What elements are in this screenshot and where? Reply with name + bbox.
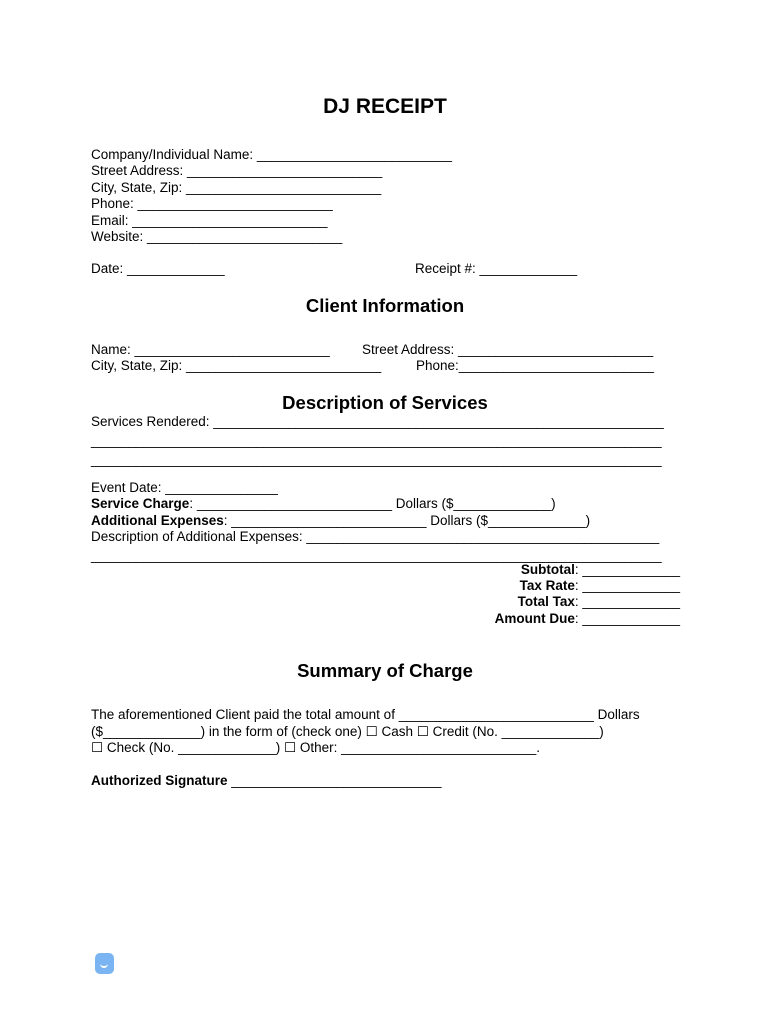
client-street-address-field: Street Address: __________________________ xyxy=(362,342,654,357)
app-logo-icon xyxy=(95,953,114,974)
authorized-signature-label: Authorized Signature xyxy=(91,773,228,788)
services-blank-line: ____________________________________________________________________________ xyxy=(91,433,662,448)
summary-line-3: ☐ Check (No. _____________) ☐ Other: __________________________. xyxy=(91,740,541,755)
client-name-field: Name: __________________________ xyxy=(91,342,330,357)
client-information-heading: Client Information xyxy=(305,295,465,316)
additional-expenses-blank-line: ____________________________________________________________________________ xyxy=(91,548,662,563)
city-state-zip-field: City, State, Zip: __________________________ xyxy=(91,180,382,195)
client-city-state-zip-field: City, State, Zip: __________________________ xyxy=(91,358,382,373)
street-address-field: Street Address: __________________________ xyxy=(91,163,383,178)
website-field: Website: __________________________ xyxy=(91,229,343,244)
company-name-field: Company/Individual Name: __________________________ xyxy=(91,147,453,162)
email-field: Email: __________________________ xyxy=(91,213,328,228)
additional-expenses-blanks: : __________________________ Dollars ($_____________) xyxy=(223,513,591,528)
amount-due-field xyxy=(495,611,680,627)
summary-of-charge-heading: Summary of Charge xyxy=(297,660,473,681)
summary-line-1: The aforementioned Client paid the total amount of __________________________ Dollars xyxy=(91,707,640,722)
additional-expenses-description-field: Description of Additional Expenses: _______________________________________________ xyxy=(91,529,660,544)
amount-due-blank: : _____________ xyxy=(574,611,680,626)
date-field: Date: _____________ xyxy=(91,261,225,276)
page-title: DJ RECEIPT xyxy=(323,95,447,118)
subtotal-label: Subtotal xyxy=(520,562,575,577)
subtotal-blank: : _____________ xyxy=(574,562,680,577)
total-tax-label: Total Tax xyxy=(517,594,575,609)
tax-rate-blank: : _____________ xyxy=(574,578,680,593)
summary-line-2: ($_____________) in the form of (check one) ☐ Cash ☐ Credit (No. _____________) xyxy=(91,724,604,739)
additional-expenses-field xyxy=(91,513,590,529)
receipt-number-field: Receipt #: _____________ xyxy=(415,261,578,276)
phone-field: Phone: __________________________ xyxy=(91,196,333,211)
authorized-signature-blank: ____________________________ xyxy=(227,773,442,788)
additional-expenses-label: Additional Expenses xyxy=(91,513,224,528)
services-rendered-field: Services Rendered: ____________________________________________________________ xyxy=(91,414,664,429)
services-blank-line: ____________________________________________________________________________ xyxy=(91,452,662,467)
total-tax-blank: : _____________ xyxy=(574,594,680,609)
tax-rate-field xyxy=(520,578,680,594)
tax-rate-label: Tax Rate xyxy=(519,578,575,593)
client-phone-field: Phone:__________________________ xyxy=(416,358,654,373)
service-charge-field xyxy=(91,496,556,512)
total-tax-field xyxy=(518,594,680,610)
service-charge-label: Service Charge xyxy=(91,496,190,511)
event-date-field: Event Date: _______________ xyxy=(91,480,278,495)
amount-due-label: Amount Due xyxy=(494,611,575,626)
service-charge-blanks: : __________________________ Dollars ($_____________) xyxy=(189,496,556,511)
subtotal-field xyxy=(521,562,680,578)
description-of-services-heading: Description of Services xyxy=(282,392,488,413)
authorized-signature-field xyxy=(91,773,442,789)
